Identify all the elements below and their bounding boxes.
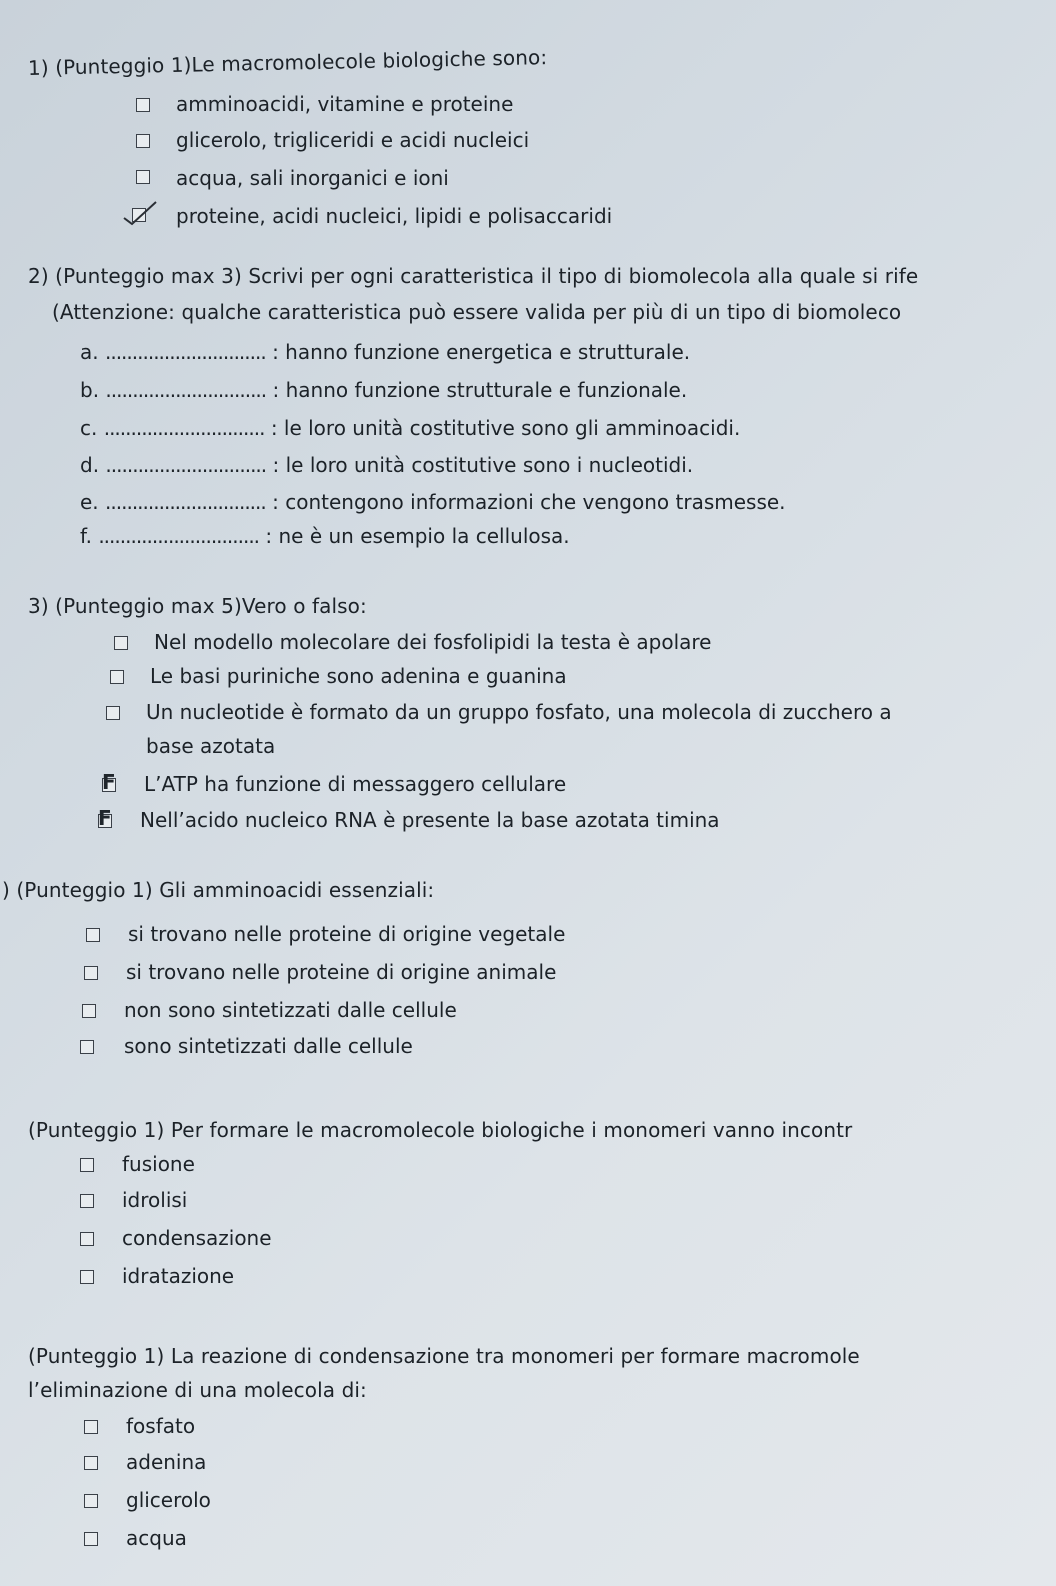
q1-option-1: amminoacidi, vitamine e proteine [176, 92, 514, 116]
q6-option-4: acqua [126, 1526, 187, 1550]
q4-checkbox-2[interactable] [84, 966, 98, 980]
q2-item-text: : contengono informazioni che vengono trasmesse. [272, 490, 786, 514]
q6-option-1: fosfato [126, 1414, 196, 1438]
q2-item-letter: c. [80, 416, 98, 440]
q6-checkbox-2[interactable] [84, 1456, 98, 1470]
q3-option-3-continuation: base azotata [146, 734, 276, 758]
q2-blank-b[interactable]: .............................. [105, 378, 267, 402]
q6-checkbox-3[interactable] [84, 1494, 98, 1508]
q4-checkbox-4[interactable] [80, 1040, 94, 1054]
q2-blank-d[interactable]: .............................. [105, 453, 267, 477]
q3-checkbox-3[interactable] [106, 706, 120, 720]
q3-option-4: L’ATP ha funzione di messaggero cellulare [144, 772, 567, 796]
q3-option-1: Nel modello molecolare dei fosfolipidi la testa è apolare [154, 630, 712, 654]
q3-checkbox-1[interactable] [114, 636, 128, 650]
q4-option-1: si trovano nelle proteine di origine vegetale [128, 922, 566, 946]
q5-option-3: condensazione [122, 1226, 272, 1250]
q2-item-text: : le loro unità costitutive sono i nucleotidi. [272, 453, 694, 477]
q4-checkbox-3[interactable] [82, 1004, 96, 1018]
q2-item-letter: a. [80, 340, 99, 364]
q2-blank-a[interactable]: .............................. [104, 340, 266, 364]
q6-option-2: adenina [126, 1450, 207, 1474]
q3-option-2: Le basi puriniche sono adenina e guanina [150, 664, 567, 688]
q2-item-text: : le loro unità costitutive sono gli amminoacidi. [270, 416, 741, 440]
q1-checkbox-2[interactable] [136, 134, 150, 148]
q2-item-letter: d. [80, 453, 100, 477]
question-3-title: 3) (Punteggio max 5)Vero o falso: [28, 594, 367, 618]
q2-item-text: : hanno funzione energetica e strutturale. [272, 340, 691, 364]
q2-item-text: : ne è un esempio la cellulosa. [265, 524, 570, 548]
q2-item-letter: e. [80, 490, 99, 514]
q2-item-d [80, 453, 693, 477]
q1-checkbox-3[interactable] [136, 170, 150, 184]
q2-item-c [80, 416, 740, 440]
q3-answer-mark-4: F [102, 770, 116, 794]
q4-option-4: sono sintetizzati dalle cellule [124, 1034, 413, 1058]
q2-item-e [80, 490, 786, 514]
q2-item-f [80, 524, 570, 548]
q2-item-a [80, 340, 690, 364]
q2-item-letter: f. [80, 524, 92, 548]
q4-option-3: non sono sintetizzati dalle cellule [124, 998, 457, 1022]
q2-blank-e[interactable]: .............................. [105, 490, 266, 514]
question-5-title: (Punteggio 1) Per formare le macromolecole biologiche i monomeri vanno incontr [28, 1118, 853, 1142]
q5-checkbox-4[interactable] [80, 1270, 94, 1284]
q3-option-3: Un nucleotide è formato da un gruppo fosfato, una molecola di zucchero a [146, 700, 892, 724]
q2-blank-c[interactable]: .............................. [103, 416, 265, 440]
q5-option-4: idratazione [122, 1264, 235, 1288]
question-1-title: 1) (Punteggio 1)Le macromolecole biologiche sono: [27, 45, 548, 80]
q6-option-3: glicerolo [126, 1488, 211, 1512]
question-6-title: (Punteggio 1) La reazione di condensazione tra monomeri per formare macromole [28, 1344, 860, 1368]
q5-checkbox-1[interactable] [80, 1158, 94, 1172]
q4-option-2: si trovano nelle proteine di origine animale [126, 960, 557, 984]
q4-checkbox-1[interactable] [86, 928, 100, 942]
question-2-note: (Attenzione: qualche caratteristica può essere valida per più di un tipo di biomoleco [52, 300, 902, 324]
q1-option-4: proteine, acidi nucleici, lipidi e polisaccaridi [176, 204, 613, 228]
q2-item-text: : hanno funzione strutturale e funzionale. [272, 378, 688, 402]
q5-option-1: fusione [122, 1152, 195, 1176]
q5-checkbox-2[interactable] [80, 1194, 94, 1208]
q6-checkbox-4[interactable] [84, 1532, 98, 1546]
q1-option-2: glicerolo, trigliceridi e acidi nucleici [176, 128, 530, 152]
q3-option-5: Nell’acido nucleico RNA è presente la base azotata timina [140, 808, 720, 832]
q3-answer-mark-5: F [98, 806, 112, 830]
checkmark-icon [120, 198, 160, 226]
q1-checkbox-1[interactable] [136, 98, 150, 112]
question-4-title: ) (Punteggio 1) Gli amminoacidi essenziali: [2, 878, 435, 902]
q2-item-letter: b. [80, 378, 100, 402]
q1-option-3: acqua, sali inorganici e ioni [176, 166, 449, 190]
q5-option-2: idrolisi [122, 1188, 188, 1212]
q3-checkbox-2[interactable] [110, 670, 124, 684]
question-6-subtitle: l’eliminazione di una molecola di: [28, 1378, 367, 1402]
q6-checkbox-1[interactable] [84, 1420, 98, 1434]
q2-item-b [80, 378, 687, 402]
question-2-title: 2) (Punteggio max 3) Scrivi per ogni caratteristica il tipo di biomolecola alla quale si rife [28, 264, 919, 288]
q5-checkbox-3[interactable] [80, 1232, 94, 1246]
q2-blank-f[interactable]: .............................. [98, 524, 260, 548]
